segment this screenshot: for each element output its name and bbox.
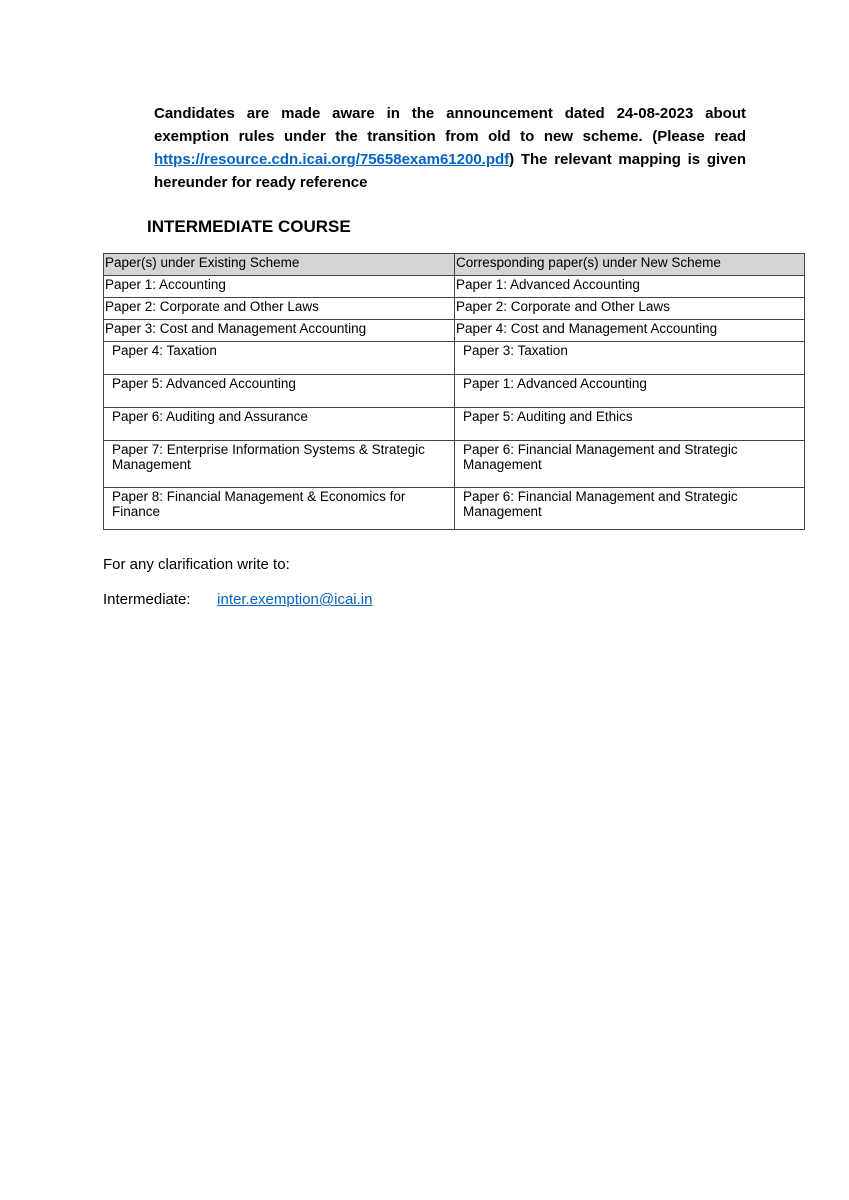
intro-paragraph bbox=[154, 102, 746, 194]
course-heading: INTERMEDIATE COURSE bbox=[147, 217, 351, 236]
new-paper-cell: Paper 1: Advanced Accounting bbox=[455, 375, 805, 408]
new-paper-cell: Paper 4: Cost and Management Accounting bbox=[455, 320, 805, 342]
table-row bbox=[104, 298, 805, 320]
table-row bbox=[104, 408, 805, 441]
existing-paper-cell: Paper 1: Accounting bbox=[104, 276, 455, 298]
existing-paper-cell: Paper 3: Cost and Management Accounting bbox=[104, 320, 455, 342]
header-new-scheme: Corresponding paper(s) under New Scheme bbox=[455, 254, 805, 276]
table-row bbox=[104, 375, 805, 408]
clarification-text: For any clarification write to: bbox=[103, 556, 290, 573]
existing-paper-cell: Paper 8: Financial Management & Economics for Finance bbox=[104, 488, 455, 530]
contact-label: Intermediate: bbox=[103, 591, 191, 608]
table-row bbox=[104, 320, 805, 342]
existing-paper-cell: Paper 4: Taxation bbox=[104, 342, 455, 375]
table-row bbox=[104, 441, 805, 488]
existing-paper-cell: Paper 2: Corporate and Other Laws bbox=[104, 298, 455, 320]
intro-text-before: Candidates are made aware in the announcement dated 24-08-2023 about exemption rules under the transition from old to new scheme. (Please read bbox=[154, 105, 746, 145]
new-paper-cell: Paper 3: Taxation bbox=[455, 342, 805, 375]
new-paper-cell: Paper 6: Financial Management and Strategic Management bbox=[455, 441, 805, 488]
contact-line bbox=[103, 591, 372, 608]
mapping-table bbox=[103, 253, 805, 530]
existing-paper-cell: Paper 6: Auditing and Assurance bbox=[104, 408, 455, 441]
table-row bbox=[104, 276, 805, 298]
table-header-row bbox=[104, 254, 805, 276]
announcement-link[interactable]: https://resource.cdn.icai.org/75658exam61200.pdf bbox=[154, 151, 510, 168]
new-paper-cell: Paper 5: Auditing and Ethics bbox=[455, 408, 805, 441]
intro-text-after: ) The relevant mapping is given hereunder for ready reference bbox=[154, 151, 746, 191]
new-paper-cell: Paper 6: Financial Management and Strategic Management bbox=[455, 488, 805, 530]
new-paper-cell: Paper 2: Corporate and Other Laws bbox=[455, 298, 805, 320]
new-paper-cell: Paper 1: Advanced Accounting bbox=[455, 276, 805, 298]
table-row bbox=[104, 342, 805, 375]
existing-paper-cell: Paper 5: Advanced Accounting bbox=[104, 375, 455, 408]
contact-email-link[interactable]: inter.exemption@icai.in bbox=[217, 591, 373, 608]
table-row bbox=[104, 488, 805, 530]
existing-paper-cell: Paper 7: Enterprise Information Systems & Strategic Management bbox=[104, 441, 455, 488]
header-existing-scheme: Paper(s) under Existing Scheme bbox=[104, 254, 455, 276]
